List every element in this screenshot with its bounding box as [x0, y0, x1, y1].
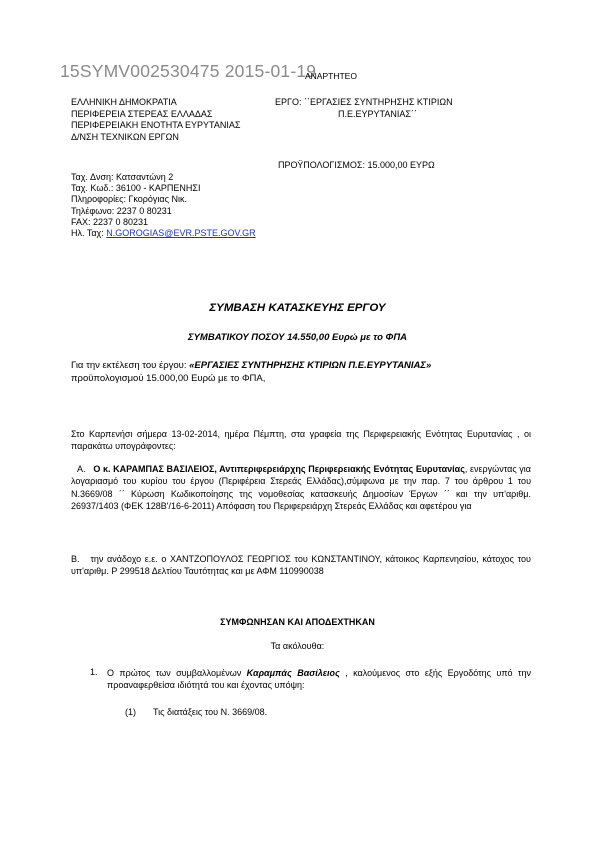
contact-phone: Τηλέφωνο: 2237 0 80231: [71, 205, 172, 216]
contact-block: [71, 172, 256, 239]
item-1-name: Καραμπάς Βασίλειος: [246, 668, 340, 678]
contact-info: Πληροφορίες: Γκορόγιας Νικ.: [71, 194, 187, 205]
issuer-line: Δ/ΝΣΗ ΤΕΧΝΙΚΩΝ ΕΡΓΩΝ: [71, 131, 179, 142]
contact-fax: FAX: 2237 0 80231: [71, 216, 149, 227]
project-name: «ΕΡΓΑΣΙΕΣ ΣΥΝΤΗΡΗΣΗΣ ΚΤΙΡΙΩΝ Π.Ε.ΕΥΡΥΤΑΝΙΑΣ»: [189, 360, 432, 371]
protocol-stamp: 15SYMV002530475 2015-01-19: [60, 61, 317, 81]
item-1-after: , καλούμενος στο εξής Εργοδότης υπό την προαναφερθείσα ιδιότητά του και έχοντας υπόψη:: [107, 668, 531, 691]
item-1-text: [107, 667, 531, 692]
contract-amount: ΣΥΜΒΑΤΙΚΟΥ ΠΟΣΟΥ 14.550,00 Ευρώ με το ΦΠΑ: [187, 332, 408, 343]
subitem-1-text: Τις διατάξεις του Ν. 3669/08.: [153, 707, 268, 717]
party-b-paragraph: [71, 553, 531, 578]
party-b-text: την ανάδοχο ε.ε. ο ΧΑΝΤΖΟΠΟΥΛΟΣ ΓΕΩΡΓΙΟΣ του ΚΩΝΣΤΑΝΤΙΝΟΥ, κάτοικος Καρπενησίου, κάτοχος του υπ'αριθμ. Ρ 299518 Δελτίου Ταυτότητας και με ΑΦΜ 110990038: [71, 554, 531, 577]
intro-paragraph: [71, 360, 471, 385]
posting-label: ΑΝΑΡΤΗΤΕΟ: [305, 71, 357, 81]
contact-postcode: Ταχ. Κωδ.: 36100 - ΚΑΡΠΕΝΗΣΙ: [71, 183, 201, 194]
issuer-block: [71, 97, 240, 143]
project-label-cont: Π.Ε.ΕΥΡΥΤΑΝΙΑΣ΄΄: [338, 108, 417, 119]
intro-prefix: Για την εκτέλεση του έργου:: [71, 360, 190, 371]
issuer-line: ΠΕΡΙΦΕΡΕΙΑ ΣΤΕΡΕΑΣ ΕΛΛΑΔΑΣ: [71, 108, 213, 119]
location-paragraph: Στο Καρπενήσι σήμερα 13-02-2014, ημέρα Πέμπτη, στα γραφεία της Περιφερειακής Ενότητας Ευρυτανίας , οι παρακάτω υπογράφοντες:: [71, 429, 531, 452]
party-a-name: Ο κ. ΚΑΡΑΜΠΑΣ ΒΑΣΙΛΕΙΟΣ, Αντιπεριφερειάρχης Περιφερειακής Ενότητας Ευρυτανίας: [93, 464, 465, 474]
email-label: Ηλ. Ταχ:: [71, 228, 104, 239]
contact-email-line: [71, 228, 256, 239]
party-b-marker: Β.: [71, 554, 80, 564]
item-1-before: Ο πρώτος των συμβαλλομένων: [107, 668, 247, 678]
issuer-line: ΠΕΡΙΦΕΡΕΙΑΚΗ ΕΝΟΤΗΤΑ ΕΥΡΥΤΑΝΙΑΣ: [71, 120, 241, 131]
intro-suffix: προϋπολογισμού 15.000,00 Ευρώ με το ΦΠΑ,: [71, 372, 266, 384]
item-1-marker: 1.: [90, 667, 98, 677]
party-a-paragraph: [71, 463, 531, 513]
agreed-heading: ΣΥΜΦΩΝΗΣΑΝ ΚΑΙ ΑΠΟΔΕΧΤΗΚΑΝ: [220, 617, 375, 627]
document-title: ΣΥΜΒΑΣΗ ΚΑΤΑΣΚΕΥΗΣ ΕΡΓΟΥ: [209, 302, 386, 314]
following-label: Τα ακόλουθα:: [270, 641, 325, 651]
contact-address: Ταχ. Δνση: Κατσαντώνη 2: [71, 172, 174, 182]
issuer-line: ΕΛΛΗΝΙΚΗ ΔΗΜΟΚΡΑΤΙΑ: [71, 97, 177, 107]
budget-line: ΠΡΟΫΠΟΛΟΓΙΣΜΟΣ: 15.000,00 ΕΥΡΩ: [278, 160, 435, 170]
party-a-text: , ενεργώντας για λογαριασμό του κυρίου του έργου (Περιφέρεια Στερεάς Ελλάδας),σύμφωνα με την παρ. 7 του άρθρου 1 του Ν.3669/08 ΄΄ Κύρωση Κωδικοποίησης της νομοθεσίας κατασκευής Δημοσίων Έργων ΄΄ και την υπ'αριθμ. 26937/1403 (ΦΕΚ 128Β'/16-6-2011) Απόφαση του Περιφερειάρχη Στερεάς Ελλάδας και αφετέρου για: [71, 464, 531, 512]
project-label: ΕΡΓΟ: ΄΄ΕΡΓΑΣΙΕΣ ΣΥΝΤΗΡΗΣΗΣ ΚΤΙΡΙΩΝ: [275, 97, 453, 107]
party-a-marker: Α.: [77, 464, 86, 474]
email-link[interactable]: N.GOROGIAS@EVR.PSTE.GOV.GR: [106, 228, 256, 239]
subitem-1-marker: (1): [125, 707, 136, 717]
